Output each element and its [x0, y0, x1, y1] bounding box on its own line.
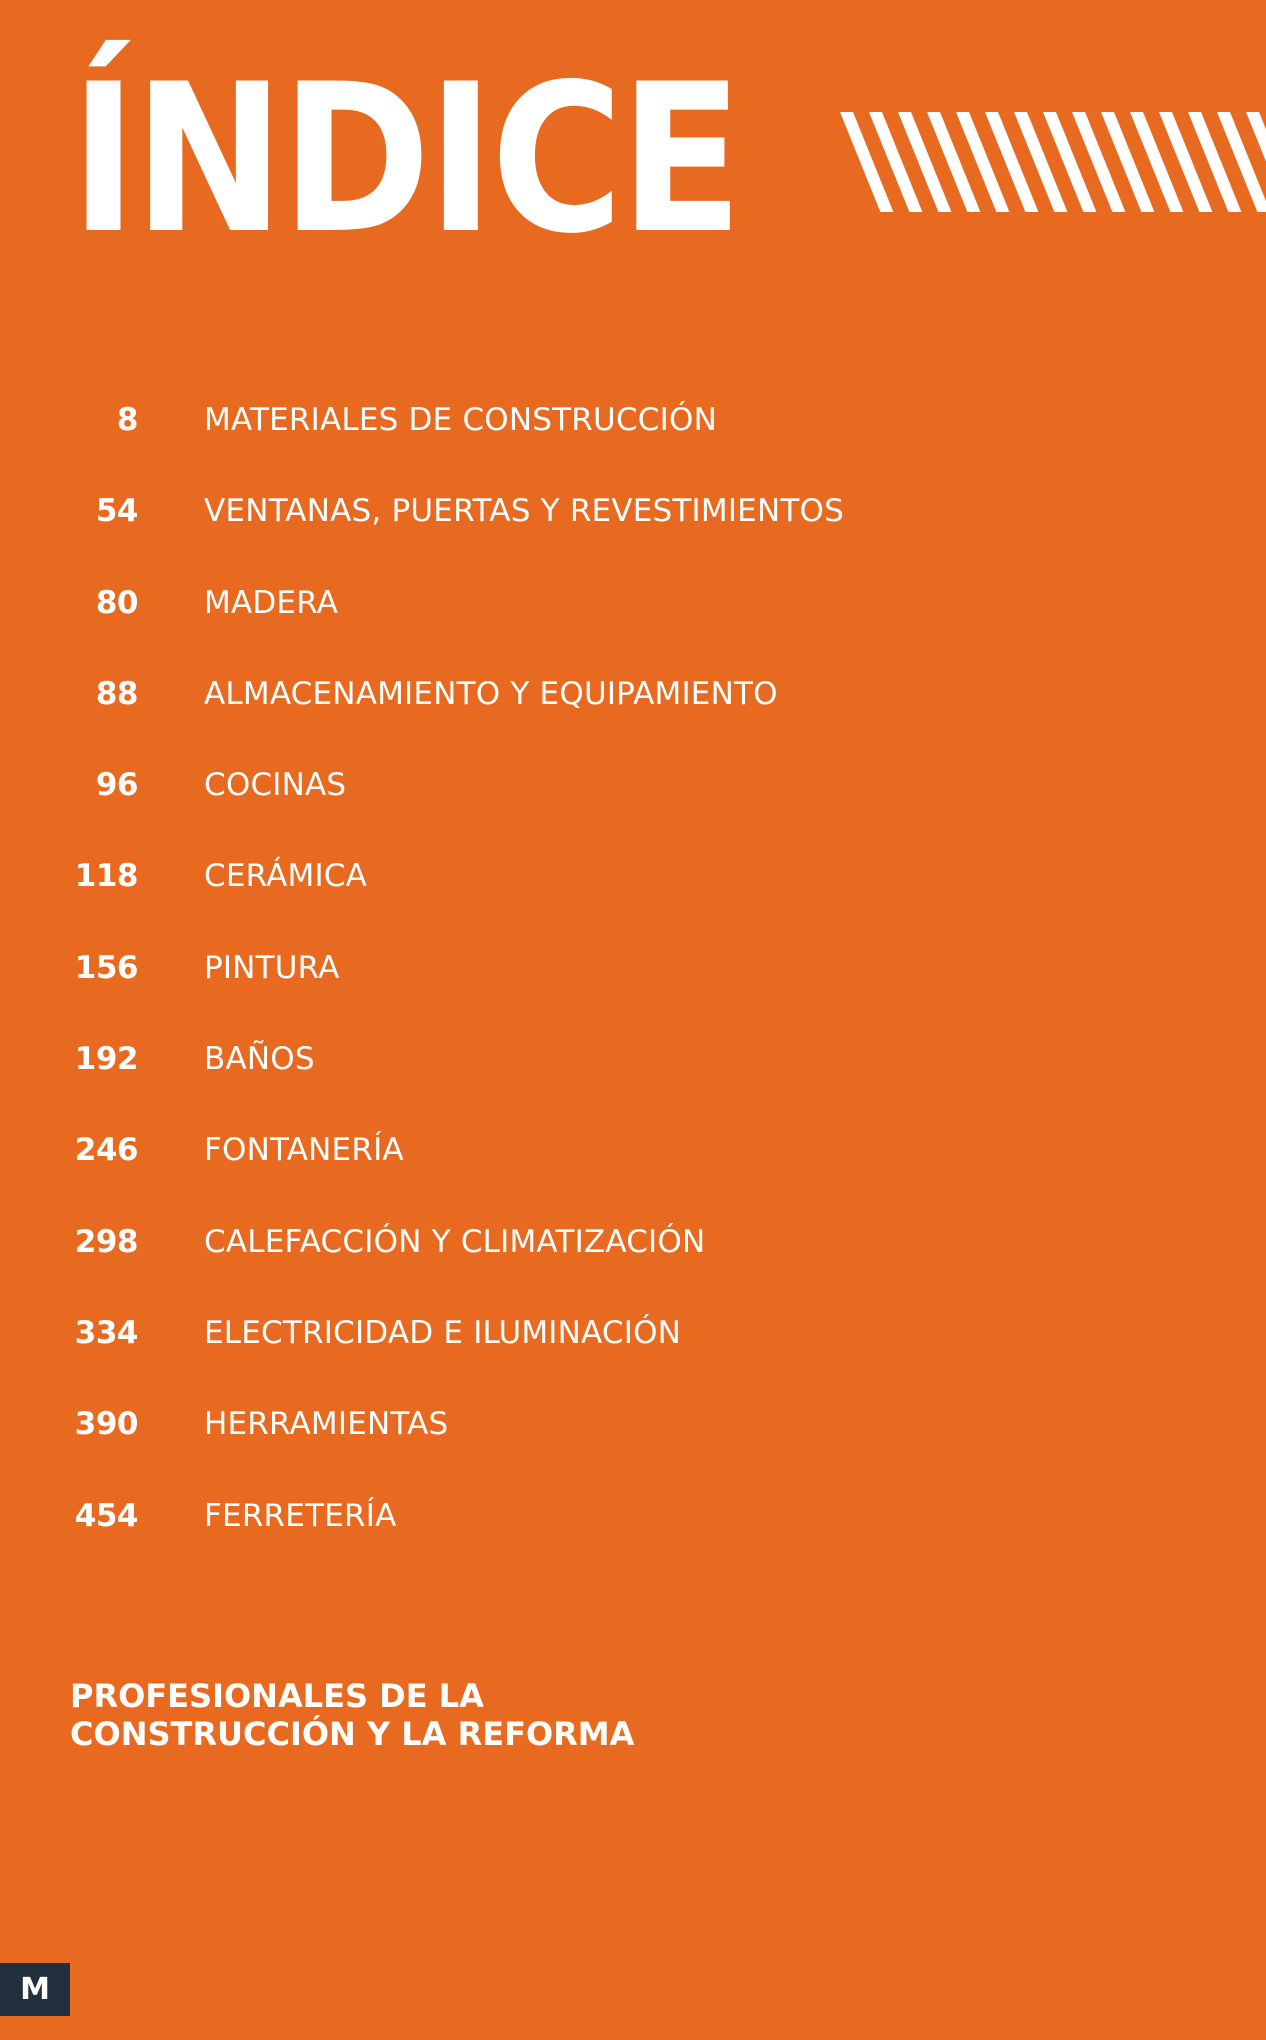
toc-page-number: 156	[74, 949, 138, 986]
tagline-line-2: CONSTRUCCIÓN Y LA REFORMA	[70, 1715, 635, 1753]
toc-page-number: 298	[74, 1223, 138, 1260]
toc-entry[interactable]	[0, 1210, 1266, 1301]
toc-section-label: ELECTRICIDAD E ILUMINACIÓN	[204, 1314, 682, 1351]
toc-section-label: ALMACENAMIENTO Y EQUIPAMIENTO	[204, 675, 778, 712]
toc-page-number: 390	[74, 1406, 138, 1443]
table-of-contents	[0, 388, 1266, 1575]
toc-page-number: 80	[95, 584, 138, 621]
brand-logo-icon	[0, 1963, 70, 2016]
toc-section-label: HERRAMIENTAS	[204, 1406, 449, 1443]
toc-page-number: 96	[95, 767, 138, 804]
toc-entry[interactable]	[0, 1392, 1266, 1483]
toc-entry[interactable]	[0, 1301, 1266, 1392]
toc-section-label: MADERA	[204, 584, 339, 621]
toc-entry[interactable]	[0, 571, 1266, 662]
toc-page-number: 8	[116, 402, 138, 438]
tagline	[70, 1677, 634, 1753]
tagline-line-1: PROFESIONALES DE LA	[70, 1677, 484, 1715]
page-title: ÍNDICE	[70, 41, 740, 279]
diagonal-stripes-decoration	[840, 112, 1266, 212]
toc-entry[interactable]	[0, 662, 1266, 753]
toc-section-label: CALEFACCIÓN Y CLIMATIZACIÓN	[204, 1223, 706, 1260]
toc-entry[interactable]	[0, 753, 1266, 844]
toc-page-number: 454	[74, 1497, 138, 1534]
toc-page-number: 88	[95, 675, 138, 712]
toc-section-label: MATERIALES DE CONSTRUCCIÓN	[204, 402, 717, 438]
toc-page-number: 334	[74, 1314, 138, 1351]
toc-section-label: FERRETERÍA	[204, 1497, 397, 1534]
toc-entry[interactable]	[0, 479, 1266, 570]
toc-entry[interactable]	[0, 1118, 1266, 1209]
toc-entry[interactable]	[0, 1484, 1266, 1575]
toc-entry[interactable]	[0, 936, 1266, 1027]
toc-section-label: PINTURA	[204, 949, 340, 986]
toc-page-number: 192	[74, 1041, 138, 1078]
toc-entry[interactable]	[0, 1027, 1266, 1118]
logo-letter: M	[20, 1972, 50, 2007]
toc-section-label: VENTANAS, PUERTAS Y REVESTIMIENTOS	[204, 493, 844, 530]
toc-entry[interactable]	[0, 844, 1266, 935]
toc-page-number: 54	[95, 493, 138, 530]
toc-section-label: COCINAS	[204, 767, 347, 804]
toc-page-number: 246	[74, 1132, 138, 1169]
toc-page-number: 118	[74, 858, 138, 895]
toc-section-label: CERÁMICA	[204, 858, 368, 895]
toc-section-label: FONTANERÍA	[204, 1132, 404, 1169]
toc-section-label: BAÑOS	[204, 1041, 315, 1078]
toc-entry[interactable]	[0, 388, 1266, 479]
